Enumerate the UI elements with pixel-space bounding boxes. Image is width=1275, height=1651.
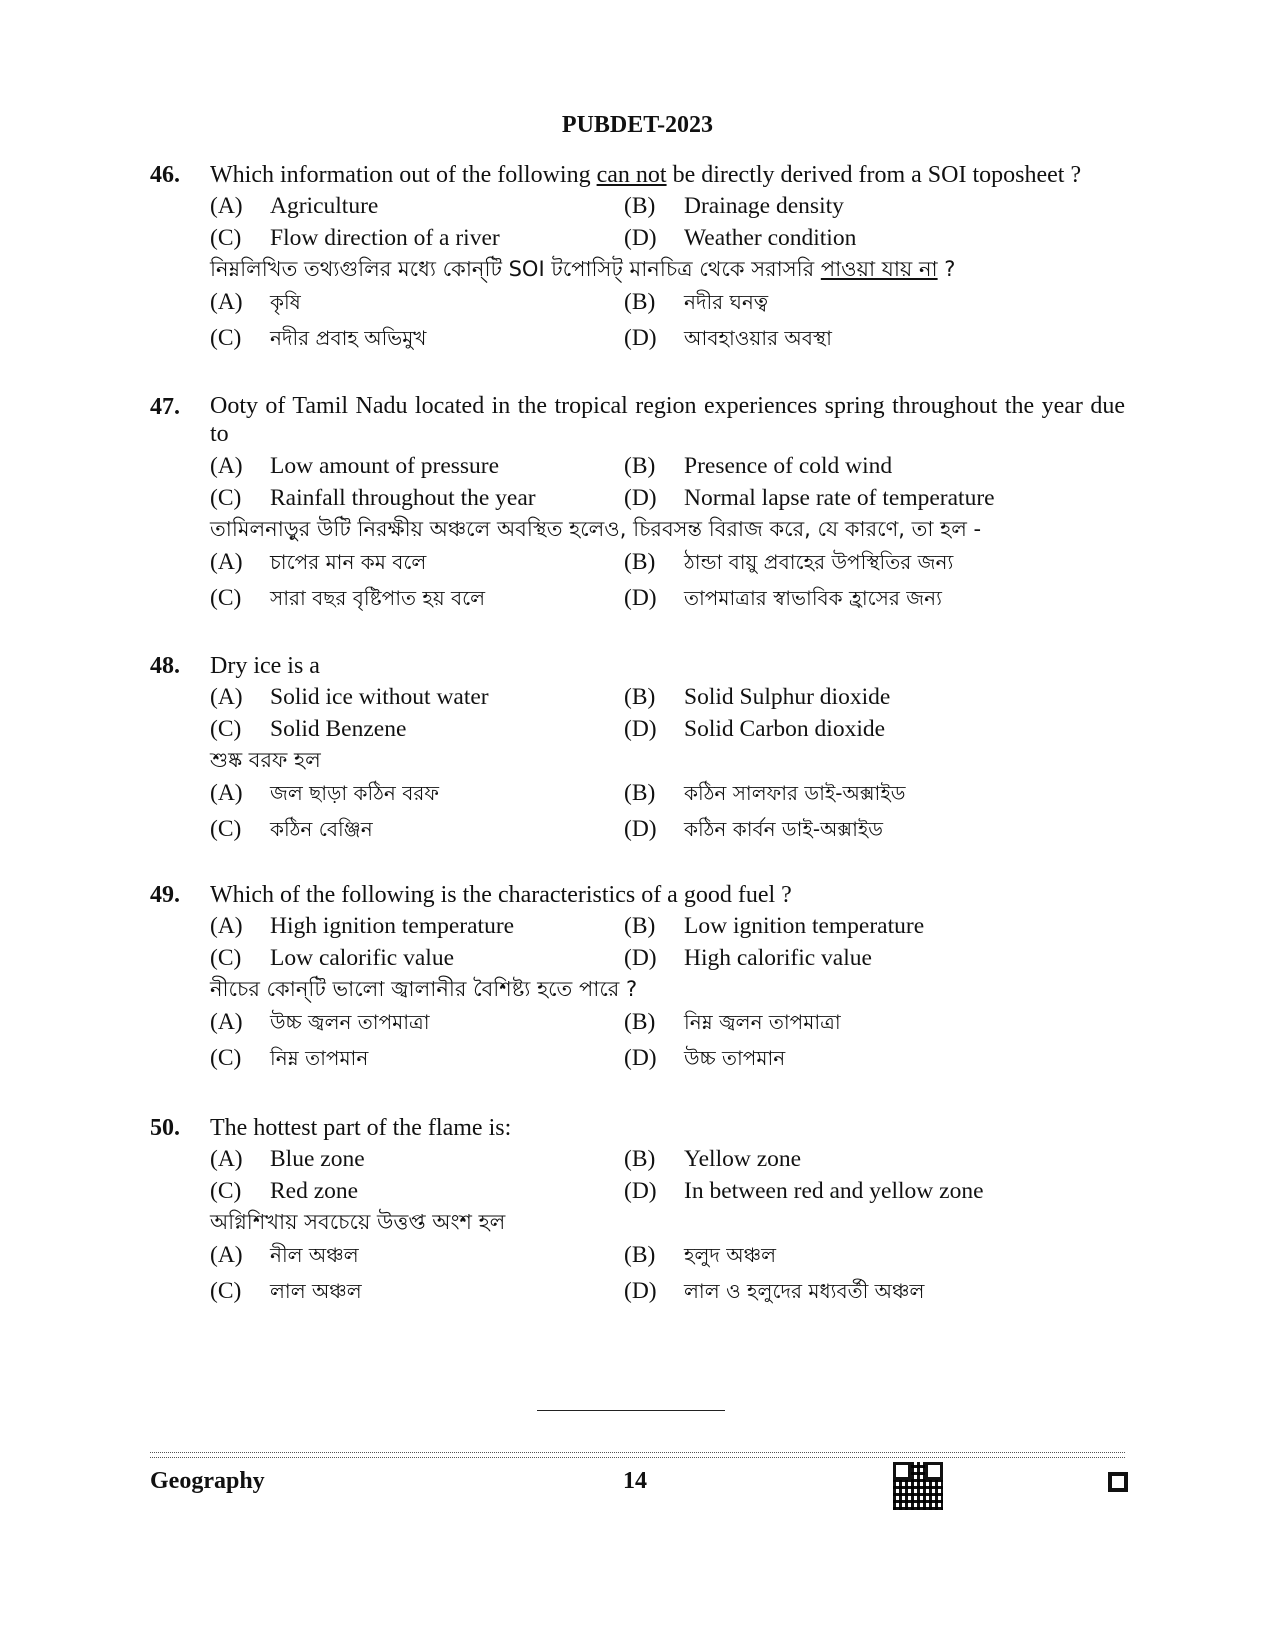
end-divider bbox=[537, 1410, 725, 1411]
question-48: 48. Dry ice is a (A) Solid ice without water (B) Solid Sulphur dioxide (C) Solid Benzene (D) Solid Carbon dioxide শুষ্ক বরফ হল (A) জল ছাড়া কঠিন বরফ (B) কঠিন সালফার ডাই-অক্সাইড (C) কঠিন বেঞ্জিন (D) কঠিন কার্বন ডাই-অক্সাইড bbox=[0, 651, 1275, 847]
question-47: 47. Ooty of Tamil Nadu located in the tropical region experiences spring throughout the year due to (A) Low amount of pressure (B) Presence of cold wind (C) Rainfall throughout the year (D) Normal lapse rate of temperature তামিলনাড়ুর উটি নিরক্ষীয় অঞ্চলে অবস্থিত হলেও, চিরবসন্ত বিরাজ করে, যে কারণে, তা হল - (A) চাপের মান কম বলে (B) ঠান্ডা বায়ু প্রবাহের উপস্থিতির জন্য (C) সারা বছর বৃষ্টিপাত হয় বলে (D) তাপমাত্রার স্বাভাবিক হ্রাসের জন্য bbox=[150, 393, 1125, 611]
question-49: 49. Which of the following is the characteristics of a good fuel ? (A) High ignition temperature (B) Low ignition temperature (C) Low calorific value (D) High calorific value নীচের কোন্‌টি ভালো জ্বালানীর বৈশিষ্ট্য হতে পারে ? (A) উচ্চ জ্বলন তাপমাত্রা (B) নিম্ন জ্বলন তাপমাত্রা (C) নিম্ন তাপমান (D) উচ্চ তাপমান bbox=[0, 880, 1275, 1076]
qr-code-icon bbox=[893, 1462, 943, 1510]
page-title: PUBDET-2023 bbox=[561, 112, 714, 138]
footer-page-number: 14 bbox=[623, 1468, 647, 1494]
question-text-english: Which of the following is the characteristics of a good fuel ? bbox=[210, 882, 792, 908]
question-number: 46. bbox=[150, 162, 180, 188]
question-number: 49. bbox=[150, 882, 180, 908]
question-50: 50. The hottest part of the flame is: (A) Blue zone (B) Yellow zone (C) Red zone (D) In between red and yellow zone অগ্নিশিখায় সবচেয়ে উত্তপ্ত অংশ হল (A) নীল অঞ্চল (B) হলুদ অঞ্চল (C) লাল অঞ্চল (D) লাল ও হলুদের মধ্যবর্তী অঞ্চল bbox=[0, 1113, 1275, 1309]
question-number: 48. bbox=[150, 653, 180, 679]
question-text-bengali: অগ্নিশিখায় সবচেয়ে উত্তপ্ত অংশ হল bbox=[210, 1210, 506, 1234]
question-text-english: Which information out of the following can not be directly derived from a SOI toposheet ? bbox=[210, 162, 1082, 188]
question-number: 47. bbox=[150, 394, 180, 420]
question-text-english: Dry ice is a bbox=[210, 653, 320, 679]
question-number: 50. bbox=[150, 1115, 180, 1141]
question-text-english: The hottest part of the flame is: bbox=[210, 1115, 512, 1141]
question-text-bengali: নিম্নলিখিত তথ্যগুলির মধ্যে কোন্‌টি SOI টপোসিট্‌ মানচিত্র থেকে সরাসরি পাওয়া যায় না ? bbox=[210, 257, 956, 281]
footer-subject: Geography bbox=[150, 1468, 265, 1494]
square-marker-icon bbox=[1108, 1472, 1128, 1492]
confidential-strip bbox=[150, 1452, 1125, 1458]
question-text-bengali: তামিলনাড়ুর উটি নিরক্ষীয় অঞ্চলে অবস্থিত হলেও, চিরবসন্ত বিরাজ করে, যে কারণে, তা হল - bbox=[210, 517, 982, 541]
question-text-bengali: শুষ্ক বরফ হল bbox=[210, 748, 321, 772]
question-text-english: Ooty of Tamil Nadu located in the tropical region experiences spring throughout the year due to bbox=[210, 393, 1125, 447]
question-text-bengali: নীচের কোন্‌টি ভালো জ্বালানীর বৈশিষ্ট্য হতে পারে ? bbox=[210, 977, 638, 1001]
question-46: 46. Which information out of the following can not be directly derived from a SOI toposheet ? (A) Agriculture (B) Drainage density (C) Flow direction of a river (D) Weather condition নিম্নলিখিত তথ্যগুলির মধ্যে কোন্‌টি SOI টপোসিট্‌ মানচিত্র থেকে সরাসরি পাওয়া যায় না ? (A) কৃষি (B) নদীর ঘনত্ব (C) নদীর প্রবাহ অভিমুখ (D) আবহাওয়ার অবস্থা bbox=[0, 160, 1275, 356]
